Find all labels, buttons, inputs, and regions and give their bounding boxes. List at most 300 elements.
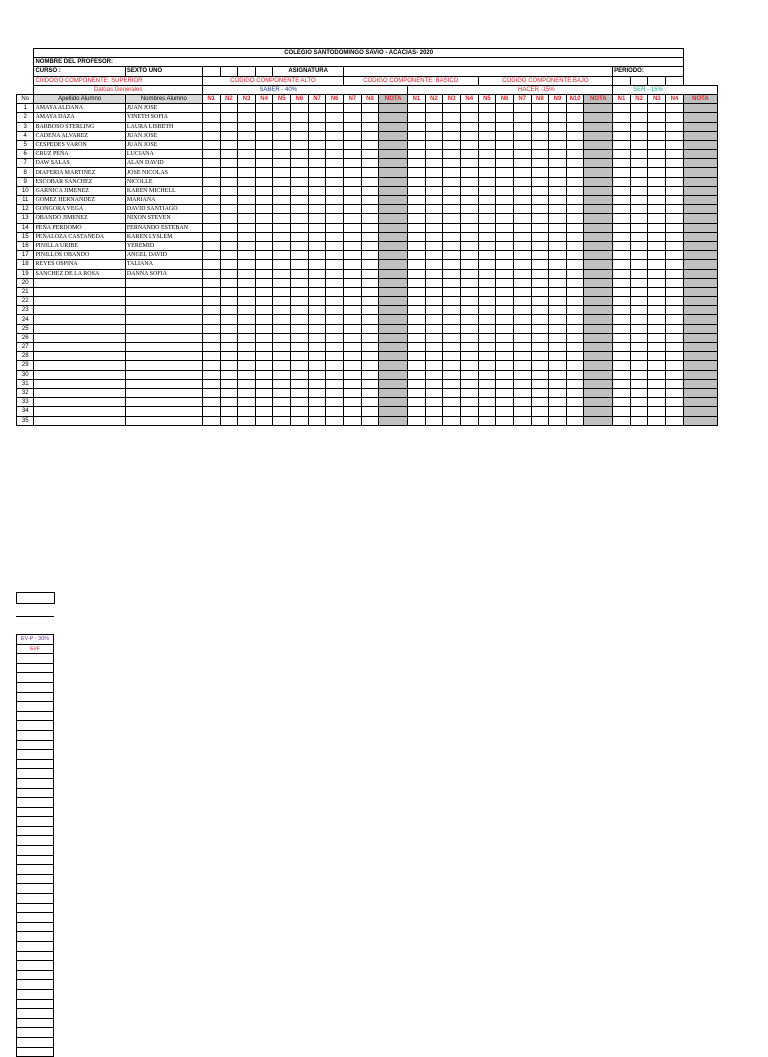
grade-cell[interactable] <box>460 278 478 287</box>
eval-cell[interactable] <box>17 673 54 683</box>
grade-cell[interactable] <box>513 324 531 333</box>
grade-cell[interactable] <box>425 260 443 269</box>
grade-cell[interactable] <box>361 370 379 379</box>
grade-cell[interactable] <box>361 333 379 342</box>
grade-cell[interactable] <box>666 214 684 223</box>
grade-cell[interactable] <box>531 251 549 260</box>
grade-cell[interactable] <box>460 352 478 361</box>
student-surname[interactable]: CADENA ALVAREZ <box>34 131 125 140</box>
grade-cell[interactable] <box>566 104 584 113</box>
grade-cell[interactable] <box>549 379 567 388</box>
grade-cell[interactable] <box>531 388 549 397</box>
grade-cell[interactable] <box>648 251 666 260</box>
grade-cell[interactable] <box>273 315 291 324</box>
grade-cell[interactable] <box>478 214 496 223</box>
grade-cell[interactable] <box>549 343 567 352</box>
grade-cell[interactable] <box>666 196 684 205</box>
grade-cell[interactable] <box>666 352 684 361</box>
nota-cell[interactable] <box>683 196 717 205</box>
grade-cell[interactable] <box>630 196 648 205</box>
grade-cell[interactable] <box>255 186 273 195</box>
grade-cell[interactable] <box>478 196 496 205</box>
grade-cell[interactable] <box>273 287 291 296</box>
student-surname[interactable]: CESPEDES VARON <box>34 140 125 149</box>
grade-cell[interactable] <box>308 287 326 296</box>
grade-cell[interactable] <box>648 343 666 352</box>
grade-cell[interactable] <box>630 168 648 177</box>
grade-cell[interactable] <box>566 416 584 425</box>
grade-cell[interactable] <box>408 241 426 250</box>
grade-cell[interactable] <box>531 297 549 306</box>
grade-cell[interactable] <box>291 159 309 168</box>
grade-cell[interactable] <box>273 269 291 278</box>
grade-cell[interactable] <box>478 315 496 324</box>
grade-cell[interactable] <box>326 177 344 186</box>
grade-cell[interactable] <box>291 352 309 361</box>
grade-cell[interactable] <box>238 140 256 149</box>
grade-cell[interactable] <box>425 150 443 159</box>
grade-cell[interactable] <box>238 251 256 260</box>
grade-cell[interactable] <box>613 297 631 306</box>
grade-cell[interactable] <box>478 269 496 278</box>
eval-cell[interactable] <box>17 654 54 664</box>
grade-cell[interactable] <box>630 122 648 131</box>
grade-cell[interactable] <box>566 113 584 122</box>
nota-cell[interactable] <box>379 287 408 296</box>
grade-cell[interactable] <box>326 150 344 159</box>
grade-cell[interactable] <box>238 205 256 214</box>
grade-cell[interactable] <box>630 361 648 370</box>
grade-cell[interactable] <box>291 287 309 296</box>
grade-cell[interactable] <box>630 177 648 186</box>
grade-cell[interactable] <box>238 214 256 223</box>
grade-cell[interactable] <box>666 278 684 287</box>
grade-cell[interactable] <box>238 168 256 177</box>
student-surname[interactable]: OBANDO JIMENEZ <box>34 214 125 223</box>
grade-cell[interactable] <box>648 269 666 278</box>
grade-cell[interactable] <box>255 140 273 149</box>
student-surname[interactable] <box>34 379 125 388</box>
grade-cell[interactable] <box>425 232 443 241</box>
grade-cell[interactable] <box>648 177 666 186</box>
grade-cell[interactable] <box>425 177 443 186</box>
grade-cell[interactable] <box>308 343 326 352</box>
grade-cell[interactable] <box>408 159 426 168</box>
grade-cell[interactable] <box>630 140 648 149</box>
grade-cell[interactable] <box>531 260 549 269</box>
grade-cell[interactable] <box>408 140 426 149</box>
student-name[interactable] <box>125 379 202 388</box>
grade-cell[interactable] <box>220 388 238 397</box>
nota-cell[interactable] <box>584 104 613 113</box>
student-surname[interactable]: SANCHEZ DE LA ROSA <box>34 269 125 278</box>
grade-cell[interactable] <box>308 177 326 186</box>
grade-cell[interactable] <box>343 306 361 315</box>
student-surname[interactable] <box>34 333 125 342</box>
grade-cell[interactable] <box>478 251 496 260</box>
grade-cell[interactable] <box>238 104 256 113</box>
grade-cell[interactable] <box>549 278 567 287</box>
grade-cell[interactable] <box>549 223 567 232</box>
grade-cell[interactable] <box>513 232 531 241</box>
grade-cell[interactable] <box>408 297 426 306</box>
grade-cell[interactable] <box>648 306 666 315</box>
eval-cell[interactable] <box>17 721 54 731</box>
grade-cell[interactable] <box>326 398 344 407</box>
grade-cell[interactable] <box>531 223 549 232</box>
grade-cell[interactable] <box>408 370 426 379</box>
grade-cell[interactable] <box>478 343 496 352</box>
grade-cell[interactable] <box>496 388 514 397</box>
grade-cell[interactable] <box>531 168 549 177</box>
student-name[interactable] <box>125 370 202 379</box>
grade-cell[interactable] <box>273 352 291 361</box>
grade-cell[interactable] <box>291 297 309 306</box>
student-surname[interactable]: AMAYA DAZA <box>34 113 125 122</box>
nota-cell[interactable] <box>379 241 408 250</box>
nota-cell[interactable] <box>683 260 717 269</box>
grade-cell[interactable] <box>496 370 514 379</box>
grade-cell[interactable] <box>613 131 631 140</box>
grade-cell[interactable] <box>308 186 326 195</box>
grade-cell[interactable] <box>630 287 648 296</box>
grade-cell[interactable] <box>513 361 531 370</box>
grade-cell[interactable] <box>478 104 496 113</box>
grade-cell[interactable] <box>496 361 514 370</box>
grade-cell[interactable] <box>666 416 684 425</box>
grade-cell[interactable] <box>220 352 238 361</box>
grade-cell[interactable] <box>291 177 309 186</box>
grade-cell[interactable] <box>531 324 549 333</box>
grade-cell[interactable] <box>343 315 361 324</box>
nota-cell[interactable] <box>683 333 717 342</box>
grade-cell[interactable] <box>238 352 256 361</box>
grade-cell[interactable] <box>549 269 567 278</box>
grade-cell[interactable] <box>630 159 648 168</box>
grade-cell[interactable] <box>425 379 443 388</box>
grade-cell[interactable] <box>460 388 478 397</box>
grade-cell[interactable] <box>443 177 461 186</box>
grade-cell[interactable] <box>566 150 584 159</box>
grade-cell[interactable] <box>613 416 631 425</box>
grade-cell[interactable] <box>531 361 549 370</box>
grade-cell[interactable] <box>220 324 238 333</box>
grade-cell[interactable] <box>566 398 584 407</box>
grade-cell[interactable] <box>496 343 514 352</box>
grade-cell[interactable] <box>648 370 666 379</box>
student-name[interactable] <box>125 278 202 287</box>
student-name[interactable]: ANGEL DAVID <box>125 251 202 260</box>
eval-cell[interactable] <box>17 989 54 999</box>
nota-cell[interactable] <box>584 333 613 342</box>
grade-cell[interactable] <box>308 352 326 361</box>
nota-cell[interactable] <box>584 214 613 223</box>
grade-cell[interactable] <box>513 333 531 342</box>
student-surname[interactable]: CRUZ PEÑA <box>34 150 125 159</box>
nota-cell[interactable] <box>379 168 408 177</box>
grade-cell[interactable] <box>630 150 648 159</box>
grade-cell[interactable] <box>343 196 361 205</box>
nota-cell[interactable] <box>683 159 717 168</box>
grade-cell[interactable] <box>531 113 549 122</box>
grade-cell[interactable] <box>220 196 238 205</box>
eval-cell[interactable] <box>17 903 54 913</box>
grade-cell[interactable] <box>549 398 567 407</box>
grade-cell[interactable] <box>220 177 238 186</box>
grade-cell[interactable] <box>361 388 379 397</box>
grade-cell[interactable] <box>666 150 684 159</box>
grade-cell[interactable] <box>460 379 478 388</box>
grade-cell[interactable] <box>273 214 291 223</box>
grade-cell[interactable] <box>238 297 256 306</box>
student-surname[interactable]: GARNICA JIMENEZ <box>34 186 125 195</box>
eval-cell[interactable] <box>17 1009 54 1019</box>
grade-cell[interactable] <box>425 416 443 425</box>
grade-cell[interactable] <box>255 269 273 278</box>
grade-cell[interactable] <box>220 223 238 232</box>
grade-cell[interactable] <box>202 398 220 407</box>
eval-cell[interactable] <box>17 1028 54 1038</box>
grade-cell[interactable] <box>308 260 326 269</box>
grade-cell[interactable] <box>238 177 256 186</box>
grade-cell[interactable] <box>630 223 648 232</box>
grade-cell[interactable] <box>460 104 478 113</box>
grade-cell[interactable] <box>630 205 648 214</box>
grade-cell[interactable] <box>425 131 443 140</box>
grade-cell[interactable] <box>613 370 631 379</box>
nota-cell[interactable] <box>379 370 408 379</box>
grade-cell[interactable] <box>255 416 273 425</box>
eval-cell[interactable] <box>17 817 54 827</box>
grade-cell[interactable] <box>549 168 567 177</box>
grade-cell[interactable] <box>220 343 238 352</box>
nota-cell[interactable] <box>683 177 717 186</box>
grade-cell[interactable] <box>343 186 361 195</box>
grade-cell[interactable] <box>549 232 567 241</box>
student-surname[interactable] <box>34 297 125 306</box>
nota-cell[interactable] <box>584 232 613 241</box>
grade-cell[interactable] <box>460 333 478 342</box>
student-surname[interactable] <box>34 306 125 315</box>
grade-cell[interactable] <box>273 196 291 205</box>
grade-cell[interactable] <box>666 306 684 315</box>
grade-cell[interactable] <box>513 269 531 278</box>
grade-cell[interactable] <box>513 186 531 195</box>
grade-cell[interactable] <box>273 398 291 407</box>
grade-cell[interactable] <box>566 297 584 306</box>
grade-cell[interactable] <box>613 343 631 352</box>
grade-cell[interactable] <box>308 223 326 232</box>
eval-cell[interactable] <box>17 682 54 692</box>
grade-cell[interactable] <box>255 407 273 416</box>
nota-cell[interactable] <box>379 122 408 131</box>
grade-cell[interactable] <box>238 278 256 287</box>
nota-cell[interactable] <box>584 416 613 425</box>
nota-cell[interactable] <box>379 269 408 278</box>
grade-cell[interactable] <box>460 398 478 407</box>
eval-cell[interactable] <box>17 980 54 990</box>
grade-cell[interactable] <box>343 278 361 287</box>
grade-cell[interactable] <box>273 370 291 379</box>
grade-cell[interactable] <box>549 196 567 205</box>
grade-cell[interactable] <box>443 131 461 140</box>
grade-cell[interactable] <box>408 333 426 342</box>
grade-cell[interactable] <box>220 398 238 407</box>
grade-cell[interactable] <box>443 223 461 232</box>
grade-cell[interactable] <box>460 177 478 186</box>
grade-cell[interactable] <box>308 232 326 241</box>
student-surname[interactable]: PINILLA URIBE <box>34 241 125 250</box>
grade-cell[interactable] <box>496 177 514 186</box>
grade-cell[interactable] <box>496 352 514 361</box>
grade-cell[interactable] <box>220 315 238 324</box>
grade-cell[interactable] <box>308 269 326 278</box>
grade-cell[interactable] <box>238 370 256 379</box>
eval-cell[interactable] <box>17 865 54 875</box>
grade-cell[interactable] <box>425 333 443 342</box>
student-name[interactable]: FERNANDO ESTEBAN <box>125 223 202 232</box>
grade-cell[interactable] <box>326 306 344 315</box>
grade-cell[interactable] <box>255 398 273 407</box>
grade-cell[interactable] <box>291 407 309 416</box>
grade-cell[interactable] <box>648 398 666 407</box>
grade-cell[interactable] <box>566 315 584 324</box>
grade-cell[interactable] <box>549 315 567 324</box>
grade-cell[interactable] <box>613 251 631 260</box>
grade-cell[interactable] <box>361 168 379 177</box>
grade-cell[interactable] <box>478 122 496 131</box>
grade-cell[interactable] <box>496 214 514 223</box>
grade-cell[interactable] <box>202 241 220 250</box>
grade-cell[interactable] <box>273 379 291 388</box>
grade-cell[interactable] <box>255 196 273 205</box>
grade-cell[interactable] <box>496 260 514 269</box>
grade-cell[interactable] <box>478 113 496 122</box>
grade-cell[interactable] <box>443 315 461 324</box>
grade-cell[interactable] <box>613 398 631 407</box>
student-surname[interactable] <box>34 343 125 352</box>
grade-cell[interactable] <box>513 122 531 131</box>
grade-cell[interactable] <box>326 214 344 223</box>
grade-cell[interactable] <box>408 361 426 370</box>
grade-cell[interactable] <box>408 315 426 324</box>
grade-cell[interactable] <box>531 232 549 241</box>
grade-cell[interactable] <box>648 214 666 223</box>
grade-cell[interactable] <box>361 177 379 186</box>
grade-cell[interactable] <box>202 333 220 342</box>
grade-cell[interactable] <box>291 333 309 342</box>
grade-cell[interactable] <box>666 379 684 388</box>
grade-cell[interactable] <box>408 232 426 241</box>
grade-cell[interactable] <box>425 122 443 131</box>
grade-cell[interactable] <box>496 398 514 407</box>
grade-cell[interactable] <box>326 122 344 131</box>
grade-cell[interactable] <box>291 315 309 324</box>
grade-cell[interactable] <box>513 370 531 379</box>
grade-cell[interactable] <box>613 315 631 324</box>
grade-cell[interactable] <box>549 306 567 315</box>
grade-cell[interactable] <box>343 177 361 186</box>
student-name[interactable]: JOSE NICOLAS <box>125 168 202 177</box>
grade-cell[interactable] <box>273 186 291 195</box>
grade-cell[interactable] <box>273 407 291 416</box>
grade-cell[interactable] <box>648 159 666 168</box>
grade-cell[interactable] <box>326 343 344 352</box>
grade-cell[interactable] <box>613 287 631 296</box>
grade-cell[interactable] <box>460 260 478 269</box>
nota-cell[interactable] <box>584 398 613 407</box>
grade-cell[interactable] <box>238 150 256 159</box>
student-name[interactable]: NICOLLE <box>125 177 202 186</box>
grade-cell[interactable] <box>630 370 648 379</box>
grade-cell[interactable] <box>255 205 273 214</box>
grade-cell[interactable] <box>273 361 291 370</box>
grade-cell[interactable] <box>613 122 631 131</box>
grade-cell[interactable] <box>460 223 478 232</box>
grade-cell[interactable] <box>496 186 514 195</box>
grade-cell[interactable] <box>666 122 684 131</box>
grade-cell[interactable] <box>613 104 631 113</box>
grade-cell[interactable] <box>326 196 344 205</box>
nota-cell[interactable] <box>584 297 613 306</box>
grade-cell[interactable] <box>531 150 549 159</box>
student-name[interactable]: LUCIANA <box>125 150 202 159</box>
student-name[interactable]: YEREMID <box>125 241 202 250</box>
student-surname[interactable] <box>34 407 125 416</box>
nota-cell[interactable] <box>584 113 613 122</box>
grade-cell[interactable] <box>613 407 631 416</box>
eval-cell[interactable] <box>17 759 54 769</box>
grade-cell[interactable] <box>648 297 666 306</box>
grade-cell[interactable] <box>566 223 584 232</box>
grade-cell[interactable] <box>648 140 666 149</box>
grade-cell[interactable] <box>343 388 361 397</box>
grade-cell[interactable] <box>255 251 273 260</box>
eval-cell[interactable] <box>17 999 54 1009</box>
grade-cell[interactable] <box>202 287 220 296</box>
grade-cell[interactable] <box>220 333 238 342</box>
nota-cell[interactable] <box>379 159 408 168</box>
grade-cell[interactable] <box>220 131 238 140</box>
grade-cell[interactable] <box>566 232 584 241</box>
grade-cell[interactable] <box>496 306 514 315</box>
grade-cell[interactable] <box>361 343 379 352</box>
grade-cell[interactable] <box>496 131 514 140</box>
grade-cell[interactable] <box>443 343 461 352</box>
grade-cell[interactable] <box>343 131 361 140</box>
grade-cell[interactable] <box>531 131 549 140</box>
grade-cell[interactable] <box>308 306 326 315</box>
grade-cell[interactable] <box>361 232 379 241</box>
grade-cell[interactable] <box>496 333 514 342</box>
grade-cell[interactable] <box>566 159 584 168</box>
grade-cell[interactable] <box>220 306 238 315</box>
grade-cell[interactable] <box>496 104 514 113</box>
eval-cell[interactable] <box>17 826 54 836</box>
grade-cell[interactable] <box>361 315 379 324</box>
grade-cell[interactable] <box>566 214 584 223</box>
grade-cell[interactable] <box>613 333 631 342</box>
grade-cell[interactable] <box>648 315 666 324</box>
grade-cell[interactable] <box>666 388 684 397</box>
grade-cell[interactable] <box>343 297 361 306</box>
grade-cell[interactable] <box>460 343 478 352</box>
student-name[interactable]: DAVID SANTIAGO <box>125 205 202 214</box>
grade-cell[interactable] <box>361 140 379 149</box>
nota-cell[interactable] <box>683 122 717 131</box>
grade-cell[interactable] <box>531 343 549 352</box>
grade-cell[interactable] <box>326 315 344 324</box>
